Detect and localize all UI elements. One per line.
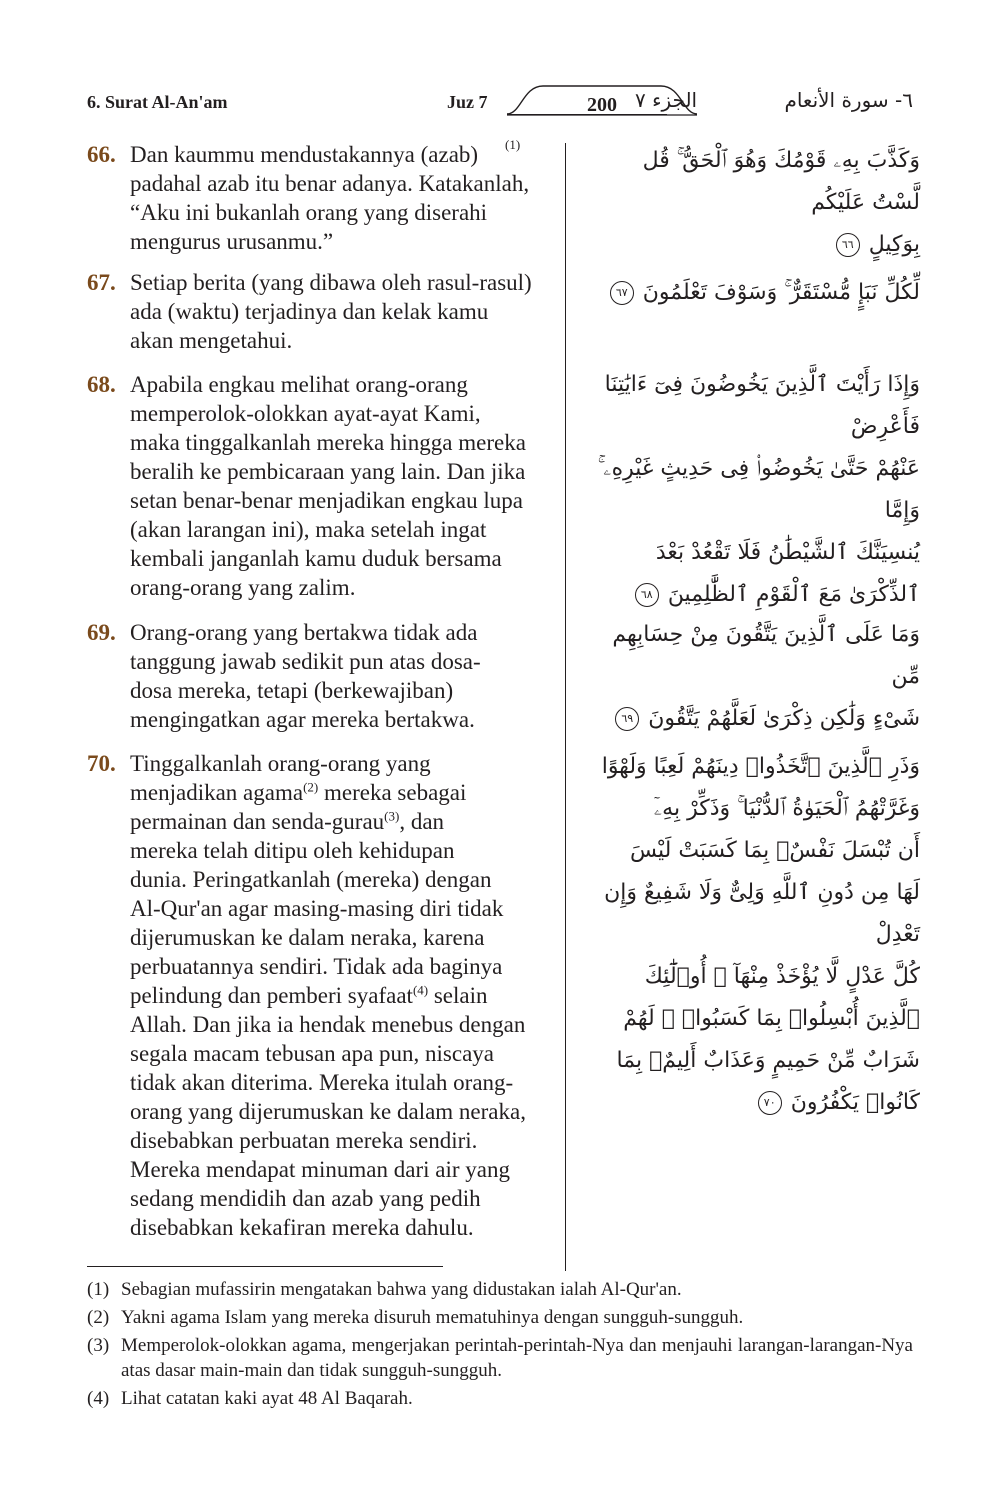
verse-69-arabic: وَمَا عَلَى ٱلَّذِينَ يَتَّقُونَ مِنْ حِسَابِهِم مِّن شَىْءٍ وَلَٰكِن ذِكْرَىٰ لَعَلَّهُمْ يَتَّقُونَ ٦٩: [612, 622, 920, 731]
footnote-number: (2): [87, 1307, 110, 1328]
footnote-text: Sebagian mufassirin mengatakan bahwa yang didustakan ialah Al-Qur'an.: [121, 1279, 682, 1300]
footnote-text: Memperolok-olokkan agama, mengerjakan perintah-perintah-Nya dan menjauhi larangan-larangan-Nya atas dasar main-main dan tidak sungguh-sungguh.: [121, 1335, 913, 1381]
verse-67-arabic: لِّكُلِّ نَبَإٍ مُّسْتَقَرٌّ ۚ وَسَوْفَ تَعْلَمُونَ ٦٧: [590, 272, 920, 314]
aya-end-marker: ٦٧: [610, 281, 634, 305]
verse-66-translation: 66. Dan kaummu mendustakannya (azab) padahal azab itu benar adanya. Katakanlah, “Aku ini bukanlah orang yang diserahi mengurus urusanmu.” (1): [87, 140, 557, 256]
aya-end-marker: ٦٩: [615, 707, 639, 731]
verse-text: Orang-orang yang bertakwa tidak ada tanggung jawab sedikit pun atas dosa- dosa mereka, tetapi (berkewajiban) mengingatkan agar mereka bertakwa.: [130, 620, 481, 732]
surah-title-latin: 6. Surat Al-An'am: [87, 92, 228, 112]
verse-68-translation: [87, 370, 557, 602]
footnotes: [87, 1277, 913, 1414]
footnote-item: [87, 1305, 913, 1330]
verse-number: 69.: [87, 620, 116, 645]
juz-label-arabic: الجزء ٧: [635, 88, 698, 112]
verse-number: 68.: [87, 372, 116, 397]
footnote-number: (1): [87, 1279, 110, 1300]
verse-text: Apabila engkau melihat orang-orang memperolok-olokkan ayat-ayat Kami, maka tinggalkanlah mereka hingga mereka beralih ke pembicaraan yang lain. Dan jika setan benar-benar menjadikan engkau lupa (akan larangan ini), maka setelah ingat kembali janganlah kamu duduk bersama orang-orang yang zalim.: [130, 372, 526, 600]
page-header: [87, 88, 913, 122]
footnote-ref-3: (3): [384, 808, 400, 824]
verse-number: 66.: [87, 142, 116, 167]
verse-number: 67.: [87, 270, 116, 295]
verse-text: Dan kaummu mendustakannya (azab) padahal azab itu benar adanya. Katakanlah, “Aku ini bukanlah orang yang diserahi mengurus urusanmu.”: [130, 142, 530, 254]
verse-text: Tinggalkanlah orang-orang yang menjadikan agama$^{(2)}$ mereka sebagai permainan dan senda-gurau$^{(3)}$, dan mereka telah ditipu oleh kehidupan dunia. Peringatkanlah (mereka) dengan Al-Qur'an agar masing-masing diri tidak dijerumuskan ke dalam neraka, karena perbuatannya sendiri. Tidak ada baginya pelindung dan pemberi syafaat$^{(4)}$ selain Allah. Dan jika ia hendak menebus dengan segala macam tebusan apa pun, niscaya tidak akan diterima. Mereka itulah orang- orang yang dijerumuskan ke dalam neraka, disebabkan perbuatan mereka sendiri. Mereka mendapat minuman dari air yang sedang mendidih dan azab yang pedih disebabkan kekafiran mereka dahulu.: [130, 751, 526, 1240]
verse-70-translation: [87, 749, 557, 1242]
verse-67-translation: [87, 268, 557, 355]
page-number: 200: [587, 94, 617, 116]
verse-number: 70.: [87, 751, 116, 776]
footnote-separator: [87, 1266, 443, 1267]
verse-68-arabic: وَإِذَا رَأَيْتَ ٱلَّذِينَ يَخُوضُونَ فِىٓ ءَايَٰتِنَا فَأَعْرِضْ عَنْهُمْ حَتَّىٰ يَخُوضُوا۟ فِى حَدِيثٍ غَيْرِهِۦ ۚ وَإِمَّا يُنسِيَنَّكَ ٱلشَّيْطَٰنُ فَلَا تَقْعُدْ بَعْدَ ٱلذِّكْرَىٰ مَعَ ٱلْقَوْمِ ٱلظَّٰلِمِينَ ٦٨: [597, 372, 920, 607]
footnote-ref-4: (4): [412, 982, 429, 998]
juz-label-latin: Juz 7: [447, 92, 488, 112]
verse-69-translation: [87, 618, 557, 734]
aya-end-marker: ٧٠: [758, 1091, 782, 1115]
footnote-item: [87, 1277, 913, 1302]
verse-70-arabic: وَذَرِ ٱلَّذِينَ ٱتَّخَذُوا۟ دِينَهُمْ لَعِبًا وَلَهْوًا وَغَرَّتْهُمُ ٱلْحَيَوٰةُ ٱلدُّنْيَا ۚ وَذَكِّرْ بِهِۦٓ أَن تُبْسَلَ نَفْسٌۢ بِمَا كَسَبَتْ لَيْسَ لَهَا مِن دُونِ ٱللَّهِ وَلِىٌّ وَلَا شَفِيعٌ وَإِن تَعْدِلْ كُلَّ عَدْلٍ لَّا يُؤْخَذْ مِنْهَآ ۗ أُو۟لَٰٓئِكَ ٱلَّذِينَ أُبْسِلُوا۟ بِمَا كَسَبُوا۟ ۖ لَهُمْ شَرَابٌ مِّنْ حَمِيمٍ وَعَذَابٌ أَلِيمٌۢ بِمَا كَانُوا۟ يَكْفُرُونَ ٧٠: [601, 754, 920, 1115]
aya-end-marker: ٦٨: [635, 583, 659, 607]
surah-title-arabic: ٦- سورة الأنعام: [784, 88, 913, 112]
footnote-ref-2: (2): [303, 779, 319, 795]
footnote-number: (4): [87, 1388, 110, 1409]
verse-66-arabic: وَكَذَّبَ بِهِۦ قَوْمُكَ وَهُوَ ٱلْحَقُّ ۚ قُل لَّسْتُ عَلَيْكُم بِوَكِيلٍ ٦٦: [642, 148, 920, 257]
footnote-number: (3): [87, 1335, 110, 1356]
footnote-item: [87, 1386, 913, 1411]
aya-end-marker: ٦٦: [836, 233, 860, 257]
footnote-text: Yakni agama Islam yang mereka disuruh mematuhinya dengan sungguh-sungguh.: [121, 1307, 744, 1328]
footnote-text: Lihat catatan kaki ayat 48 Al Baqarah.: [121, 1388, 413, 1409]
verse-text: Setiap berita (yang dibawa oleh rasul-rasul) ada (waktu) terjadinya dan kelak kamu akan mengetahui.: [130, 270, 532, 353]
footnote-item: [87, 1333, 913, 1383]
column-divider: [565, 143, 566, 1271]
